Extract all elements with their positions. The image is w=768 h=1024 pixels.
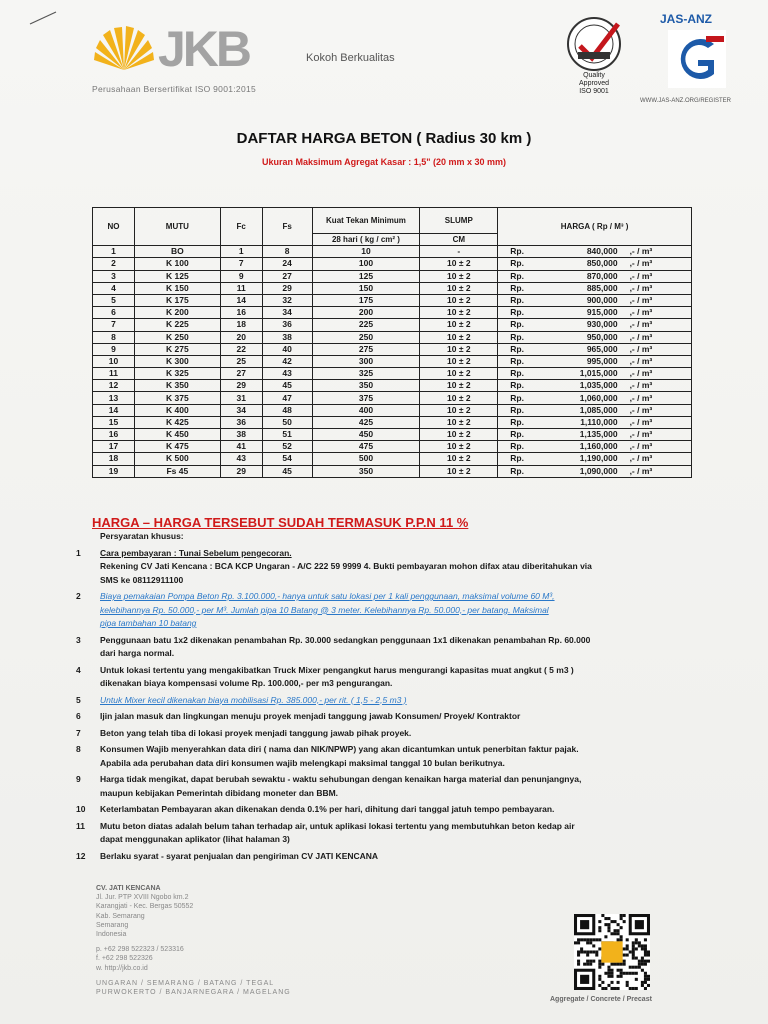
brand-name: JKB [158,21,250,77]
cell-fc: 25 [220,355,262,367]
cell-no: 2 [93,258,135,270]
col-header-kuat-unit: 28 hari ( kg / cm² ) [312,234,420,246]
term-number: 7 [76,727,81,738]
cell-slump: 10 ± 2 [420,465,498,477]
cell-fc: 18 [220,319,262,331]
cell-unit: ,- / m³ [626,380,692,392]
table-row [93,404,692,416]
cell-fc: 14 [220,294,262,306]
cell-price: 1,015,000 [544,368,626,380]
cell-price: 930,000 [544,319,626,331]
term-line: Mutu beton diatas adalah belum tahan terhadap air, untuk aplikasi lokasi tertentu yang membutuhkan beton kedap air [100,820,575,831]
col-header-mutu: MUTU [134,208,220,246]
cell-kuat-tekan: 325 [312,368,420,380]
term-line: Ijin jalan masuk dan lingkungan menuju proyek menjadi tanggung jawab Konsumen/ Proyek/ Kontraktor [100,711,521,721]
cell-rp: Rp. [498,282,544,294]
term-line: Biaya pemakaian Pompa Beton Rp. 3.100.000,- hanya untuk satu lokasi per 1 kali penggunaan, maksimal volume 60 M³, [100,591,555,601]
table-row [93,429,692,441]
term-item [76,547,716,588]
cell-no: 19 [93,465,135,477]
quality-seal-icon [566,16,622,72]
term-number: 8 [76,744,81,754]
cell-no: 4 [93,282,135,294]
cell-unit: ,- / m³ [626,270,692,282]
term-number: 12 [76,850,86,861]
cell-no: 12 [93,380,135,392]
cell-kuat-tekan: 300 [312,355,420,367]
cell-kuat-tekan: 250 [312,331,420,343]
cell-fs: 47 [262,392,312,404]
price-table [92,207,692,478]
cell-mutu: K 475 [134,441,220,453]
cell-kuat-tekan: 475 [312,441,420,453]
pen-mark-icon [28,10,58,26]
cell-rp: Rp. [498,355,544,367]
term-item [76,850,716,864]
footer-address-line: Semarang [96,921,129,929]
term-item [76,710,716,724]
cell-unit: ,- / m³ [626,246,692,258]
cell-fs: 52 [262,441,312,453]
cell-kuat-tekan: 400 [312,404,420,416]
cell-no: 3 [93,270,135,282]
sun-logo-icon [92,22,156,74]
cell-no: 17 [93,441,135,453]
footer-address-line: Karangjati - Kec. Bergas 50552 [96,903,194,911]
term-number: 10 [76,804,86,814]
cell-rp: Rp. [498,270,544,282]
cell-price: 915,000 [544,307,626,319]
cell-unit: ,- / m³ [626,258,692,270]
cell-kuat-tekan: 10 [312,246,420,258]
term-number: 6 [76,711,81,721]
cell-slump: 10 ± 2 [420,258,498,270]
cell-rp: Rp. [498,441,544,453]
cell-rp: Rp. [498,294,544,306]
term-item [76,773,716,800]
term-line: Keterlambatan Pembayaran akan dikenakan denda 0.1% per hari, dihitung dari tanggal jatuh tempo pembayaran. [100,804,555,814]
cell-no: 1 [93,246,135,258]
cell-kuat-tekan: 375 [312,392,420,404]
cell-slump: 10 ± 2 [420,294,498,306]
cell-kuat-tekan: 350 [312,465,420,477]
cell-slump: 10 ± 2 [420,343,498,355]
cell-fc: 29 [220,465,262,477]
cell-price: 1,160,000 [544,441,626,453]
cell-mutu: K 275 [134,343,220,355]
cell-slump: 10 ± 2 [420,319,498,331]
cell-mutu: K 100 [134,258,220,270]
cell-fs: 36 [262,319,312,331]
cell-fs: 29 [262,282,312,294]
term-number: 3 [76,634,81,645]
cell-slump: 10 ± 2 [420,270,498,282]
cell-fs: 54 [262,453,312,465]
cell-unit: ,- / m³ [626,343,692,355]
page-title: DAFTAR HARGA BETON ( Radius 30 km ) [236,130,532,147]
cell-fc: 16 [220,307,262,319]
jas-anz-mark-icon [668,30,726,88]
cell-unit: ,- / m³ [626,416,692,428]
table-row [93,258,692,270]
term-number: 4 [76,664,81,675]
cell-kuat-tekan: 100 [312,258,420,270]
term-item [76,743,716,770]
term-line: SMS ke 08112911100 [100,574,184,585]
cell-mutu: BO [134,246,220,258]
footer-phone: p. +62 298 522323 / 523316 [96,946,184,954]
col-header-slump: SLUMP [420,208,498,234]
cell-kuat-tekan: 200 [312,307,420,319]
table-row [93,355,692,367]
cell-unit: ,- / m³ [626,282,692,294]
cell-fc: 27 [220,368,262,380]
col-header-slump-unit: CM [420,234,498,246]
table-row [93,380,692,392]
cell-fc: 34 [220,404,262,416]
cell-mutu: K 375 [134,392,220,404]
cell-mutu: K 125 [134,270,220,282]
cell-unit: ,- / m³ [626,307,692,319]
col-header-harga: HARGA ( Rp / M³ ) [498,208,692,246]
cell-rp: Rp. [498,404,544,416]
footer-address-line: Indonesia [96,931,127,939]
cell-unit: ,- / m³ [626,319,692,331]
cell-no: 6 [93,307,135,319]
company-logo [92,22,292,92]
footer-fax: f. +62 298 522326 [96,955,153,963]
table-row [93,282,692,294]
cell-kuat-tekan: 350 [312,380,420,392]
table-row [93,246,692,258]
brand-tagline: Kokoh Berkualitas [306,52,395,64]
cell-fc: 7 [220,258,262,270]
table-row [93,294,692,306]
term-line: kelebihannya Rp. 50.000,- per M³. Jumlah pipa 10 Batang @ 3 meter. Kelebihannya Rp. 50.000,- per batang. Maksimal [100,604,549,615]
cell-no: 8 [93,331,135,343]
cell-fc: 41 [220,441,262,453]
table-row [93,319,692,331]
jas-anz-url: WWW.JAS-ANZ.ORG/REGISTER [640,98,731,104]
cell-fs: 48 [262,404,312,416]
cell-kuat-tekan: 175 [312,294,420,306]
cell-slump: 10 ± 2 [420,404,498,416]
cell-kuat-tekan: 450 [312,429,420,441]
cell-kuat-tekan: 425 [312,416,420,428]
cell-price: 1,135,000 [544,429,626,441]
footer-address-line: Jl. Jur. PTP XVIII Ngobo km.2 [96,894,189,902]
cell-slump: 10 ± 2 [420,441,498,453]
cell-price: 1,110,000 [544,416,626,428]
cell-price: 995,000 [544,355,626,367]
cell-unit: ,- / m³ [626,355,692,367]
cell-mutu: K 300 [134,355,220,367]
term-line: Berlaku syarat - syarat penjualan dan pengiriman CV JATI KENCANA [100,850,379,861]
cell-fs: 40 [262,343,312,355]
footer-website: w. http://jkb.co.id [96,964,148,972]
jas-anz-title: JAS-ANZ [660,12,713,26]
cell-mutu: K 225 [134,319,220,331]
cell-fc: 22 [220,343,262,355]
cell-mutu: K 250 [134,331,220,343]
cell-price: 900,000 [544,294,626,306]
cell-slump: - [420,246,498,258]
table-row [93,441,692,453]
cell-unit: ,- / m³ [626,453,692,465]
table-row [93,392,692,404]
cell-slump: 10 ± 2 [420,429,498,441]
cell-fc: 11 [220,282,262,294]
cell-price: 950,000 [544,331,626,343]
cell-rp: Rp. [498,307,544,319]
col-header-fc: Fc [220,208,262,246]
badge-text: Quality Approved ISO 9001 [579,72,609,95]
cell-unit: ,- / m³ [626,331,692,343]
cell-rp: Rp. [498,429,544,441]
footer-company-name: CV. JATI KENCANA [96,885,161,892]
col-header-no: NO [93,208,135,246]
cell-slump: 10 ± 2 [420,307,498,319]
cell-rp: Rp. [498,465,544,477]
cell-fs: 38 [262,331,312,343]
term-number: 1 [76,547,81,558]
term-number: 2 [76,591,81,601]
cell-fs: 34 [262,307,312,319]
term-item [76,634,716,661]
cell-no: 11 [93,368,135,380]
term-line: Harga tidak mengikat, dapat berubah sewaktu - waktu sehubungan dengan kenaikan harga material dan penunjangnya, [100,774,582,784]
col-header-kuat-tekan: Kuat Tekan Minimum [312,208,420,234]
cell-slump: 10 ± 2 [420,380,498,392]
special-terms [76,530,716,863]
footer-cities: PURWOKERTO / BANJARNEGARA / MAGELANG [96,989,291,997]
cell-rp: Rp. [498,380,544,392]
term-item [76,820,716,847]
footer-address-line: Kab. Semarang [96,912,145,920]
cell-slump: 10 ± 2 [420,392,498,404]
cell-unit: ,- / m³ [626,429,692,441]
cell-unit: ,- / m³ [626,392,692,404]
cell-slump: 10 ± 2 [420,355,498,367]
cell-mutu: K 425 [134,416,220,428]
cell-unit: ,- / m³ [626,441,692,453]
table-row [93,416,692,428]
cell-fc: 9 [220,270,262,282]
cell-fc: 36 [220,416,262,428]
ppn-note: HARGA – HARGA TERSEBUT SUDAH TERMASUK P.P.N 11 % [92,515,469,530]
cell-mutu: K 500 [134,453,220,465]
col-header-fs: Fs [262,208,312,246]
cell-mutu: K 400 [134,404,220,416]
term-item [76,694,716,708]
term-line: Beton yang telah tiba di lokasi proyek menjadi tanggung jawab pihak proyek. [100,727,412,738]
cell-fs: 42 [262,355,312,367]
cell-unit: ,- / m³ [626,294,692,306]
cell-no: 5 [93,294,135,306]
cell-no: 10 [93,355,135,367]
footer-tagline: Aggregate / Concrete / Precast [550,996,652,1003]
cell-kuat-tekan: 275 [312,343,420,355]
cell-price: 840,000 [544,246,626,258]
table-row [93,307,692,319]
table-row [93,331,692,343]
table-row [93,270,692,282]
cell-kuat-tekan: 150 [312,282,420,294]
cell-mutu: K 450 [134,429,220,441]
term-line: dapat menggunakan aplikator (lihat halaman 3) [100,834,290,844]
cell-slump: 10 ± 2 [420,331,498,343]
cell-rp: Rp. [498,416,544,428]
term-number: 11 [76,820,85,831]
page-subtitle: Ukuran Maksimum Agregat Kasar : 1,5" (20 mm x 30 mm) [261,157,507,167]
cell-fc: 20 [220,331,262,343]
cell-rp: Rp. [498,331,544,343]
cell-fc: 29 [220,380,262,392]
cell-no: 9 [93,343,135,355]
cell-kuat-tekan: 500 [312,453,420,465]
iso-certification-text: Perusahaan Bersertifikat ISO 9001:2015 [92,84,257,94]
term-line: Untuk lokasi tertentu yang mengakibatkan Truck Mixer pengangkut harus mengurangi kapasitas muat angkut ( 5 m3 ) [100,664,574,675]
cell-no: 7 [93,319,135,331]
cell-rp: Rp. [498,258,544,270]
cell-slump: 10 ± 2 [420,416,498,428]
term-line: maupun kebijakan Pemerintah dibidang moneter dan BBM. [100,787,339,798]
footer-cities: UNGARAN / SEMARANG / BATANG / TEGAL [96,979,275,987]
cell-mutu: K 200 [134,307,220,319]
cell-price: 850,000 [544,258,626,270]
term-line: Untuk Mixer kecil dikenakan biaya mobilisasi Rp. 385.000,- per rit. ( 1,5 - 2,5 m3 ) [100,694,407,705]
cell-mutu: K 325 [134,368,220,380]
cell-price: 965,000 [544,343,626,355]
cell-fs: 24 [262,258,312,270]
cell-rp: Rp. [498,392,544,404]
term-item [76,803,716,817]
jas-anz-logo [640,12,742,112]
cell-unit: ,- / m³ [626,404,692,416]
cell-fs: 51 [262,429,312,441]
term-item [76,590,716,631]
cell-price: 870,000 [544,270,626,282]
term-line: pipa tambahan 10 batang [100,618,197,628]
cell-fc: 1 [220,246,262,258]
cell-fs: 8 [262,246,312,258]
cell-price: 1,035,000 [544,380,626,392]
cell-fc: 43 [220,453,262,465]
cell-fc: 31 [220,392,262,404]
cell-price: 885,000 [544,282,626,294]
cell-fc: 38 [220,429,262,441]
cell-unit: ,- / m³ [626,465,692,477]
cell-mutu: K 350 [134,380,220,392]
term-item [76,664,716,691]
cell-rp: Rp. [498,343,544,355]
term-line: Cara pembayaran : Tunai Sebelum pengecoran. [100,547,292,558]
cell-price: 1,190,000 [544,453,626,465]
table-row [93,368,692,380]
cell-fs: 32 [262,294,312,306]
term-line: Penggunaan batu 1x2 dikenakan penambahan Rp. 30.000 sedangkan penggunaan 1x1 dikenakan penambahan Rp. 60.000 [100,634,591,645]
term-line: Apabila ada perubahan data diri konsumen wajib melengkapi maksimal tanggal 10 bulan berikutnya. [100,757,505,768]
cell-no: 14 [93,404,135,416]
term-line: Rekening CV Jati Kencana : BCA KCP Ungaran - A/C 222 59 9999 4. Bukti pembayaran mohon difax atau diberitahukan via [100,561,592,571]
cell-fs: 45 [262,380,312,392]
quality-approved-badge [562,16,626,108]
cell-mutu: Fs 45 [134,465,220,477]
cell-slump: 10 ± 2 [420,368,498,380]
cell-price: 1,060,000 [544,392,626,404]
cell-rp: Rp. [498,453,544,465]
terms-heading: Persyaratan khusus: [100,531,184,541]
table-row [93,465,692,477]
cell-no: 16 [93,429,135,441]
cell-price: 1,090,000 [544,465,626,477]
company-footer [96,884,291,997]
cell-no: 13 [93,392,135,404]
table-row [93,343,692,355]
cell-mutu: K 175 [134,294,220,306]
cell-no: 18 [93,453,135,465]
cell-fs: 27 [262,270,312,282]
cell-slump: 10 ± 2 [420,453,498,465]
table-row [93,453,692,465]
cell-fs: 43 [262,368,312,380]
cell-slump: 10 ± 2 [420,282,498,294]
qr-code-icon [574,914,650,990]
cell-unit: ,- / m³ [626,368,692,380]
term-number: 5 [76,694,81,705]
term-item [76,727,716,741]
cell-fs: 50 [262,416,312,428]
cell-kuat-tekan: 225 [312,319,420,331]
cell-rp: Rp. [498,319,544,331]
term-line: Konsumen Wajib menyerahkan data diri ( nama dan NIK/NPWP) yang akan dicantumkan untuk penerbitan faktur pajak. [100,744,579,754]
term-line: dari harga normal. [100,648,175,658]
cell-rp: Rp. [498,246,544,258]
cell-rp: Rp. [498,368,544,380]
term-line: dikenakan biaya kompensasi volume Rp. 100.000,- per m3 pengurangan. [100,678,393,688]
term-number: 9 [76,774,81,784]
cell-kuat-tekan: 125 [312,270,420,282]
cell-price: 1,085,000 [544,404,626,416]
cell-fs: 45 [262,465,312,477]
cell-mutu: K 150 [134,282,220,294]
cell-no: 15 [93,416,135,428]
